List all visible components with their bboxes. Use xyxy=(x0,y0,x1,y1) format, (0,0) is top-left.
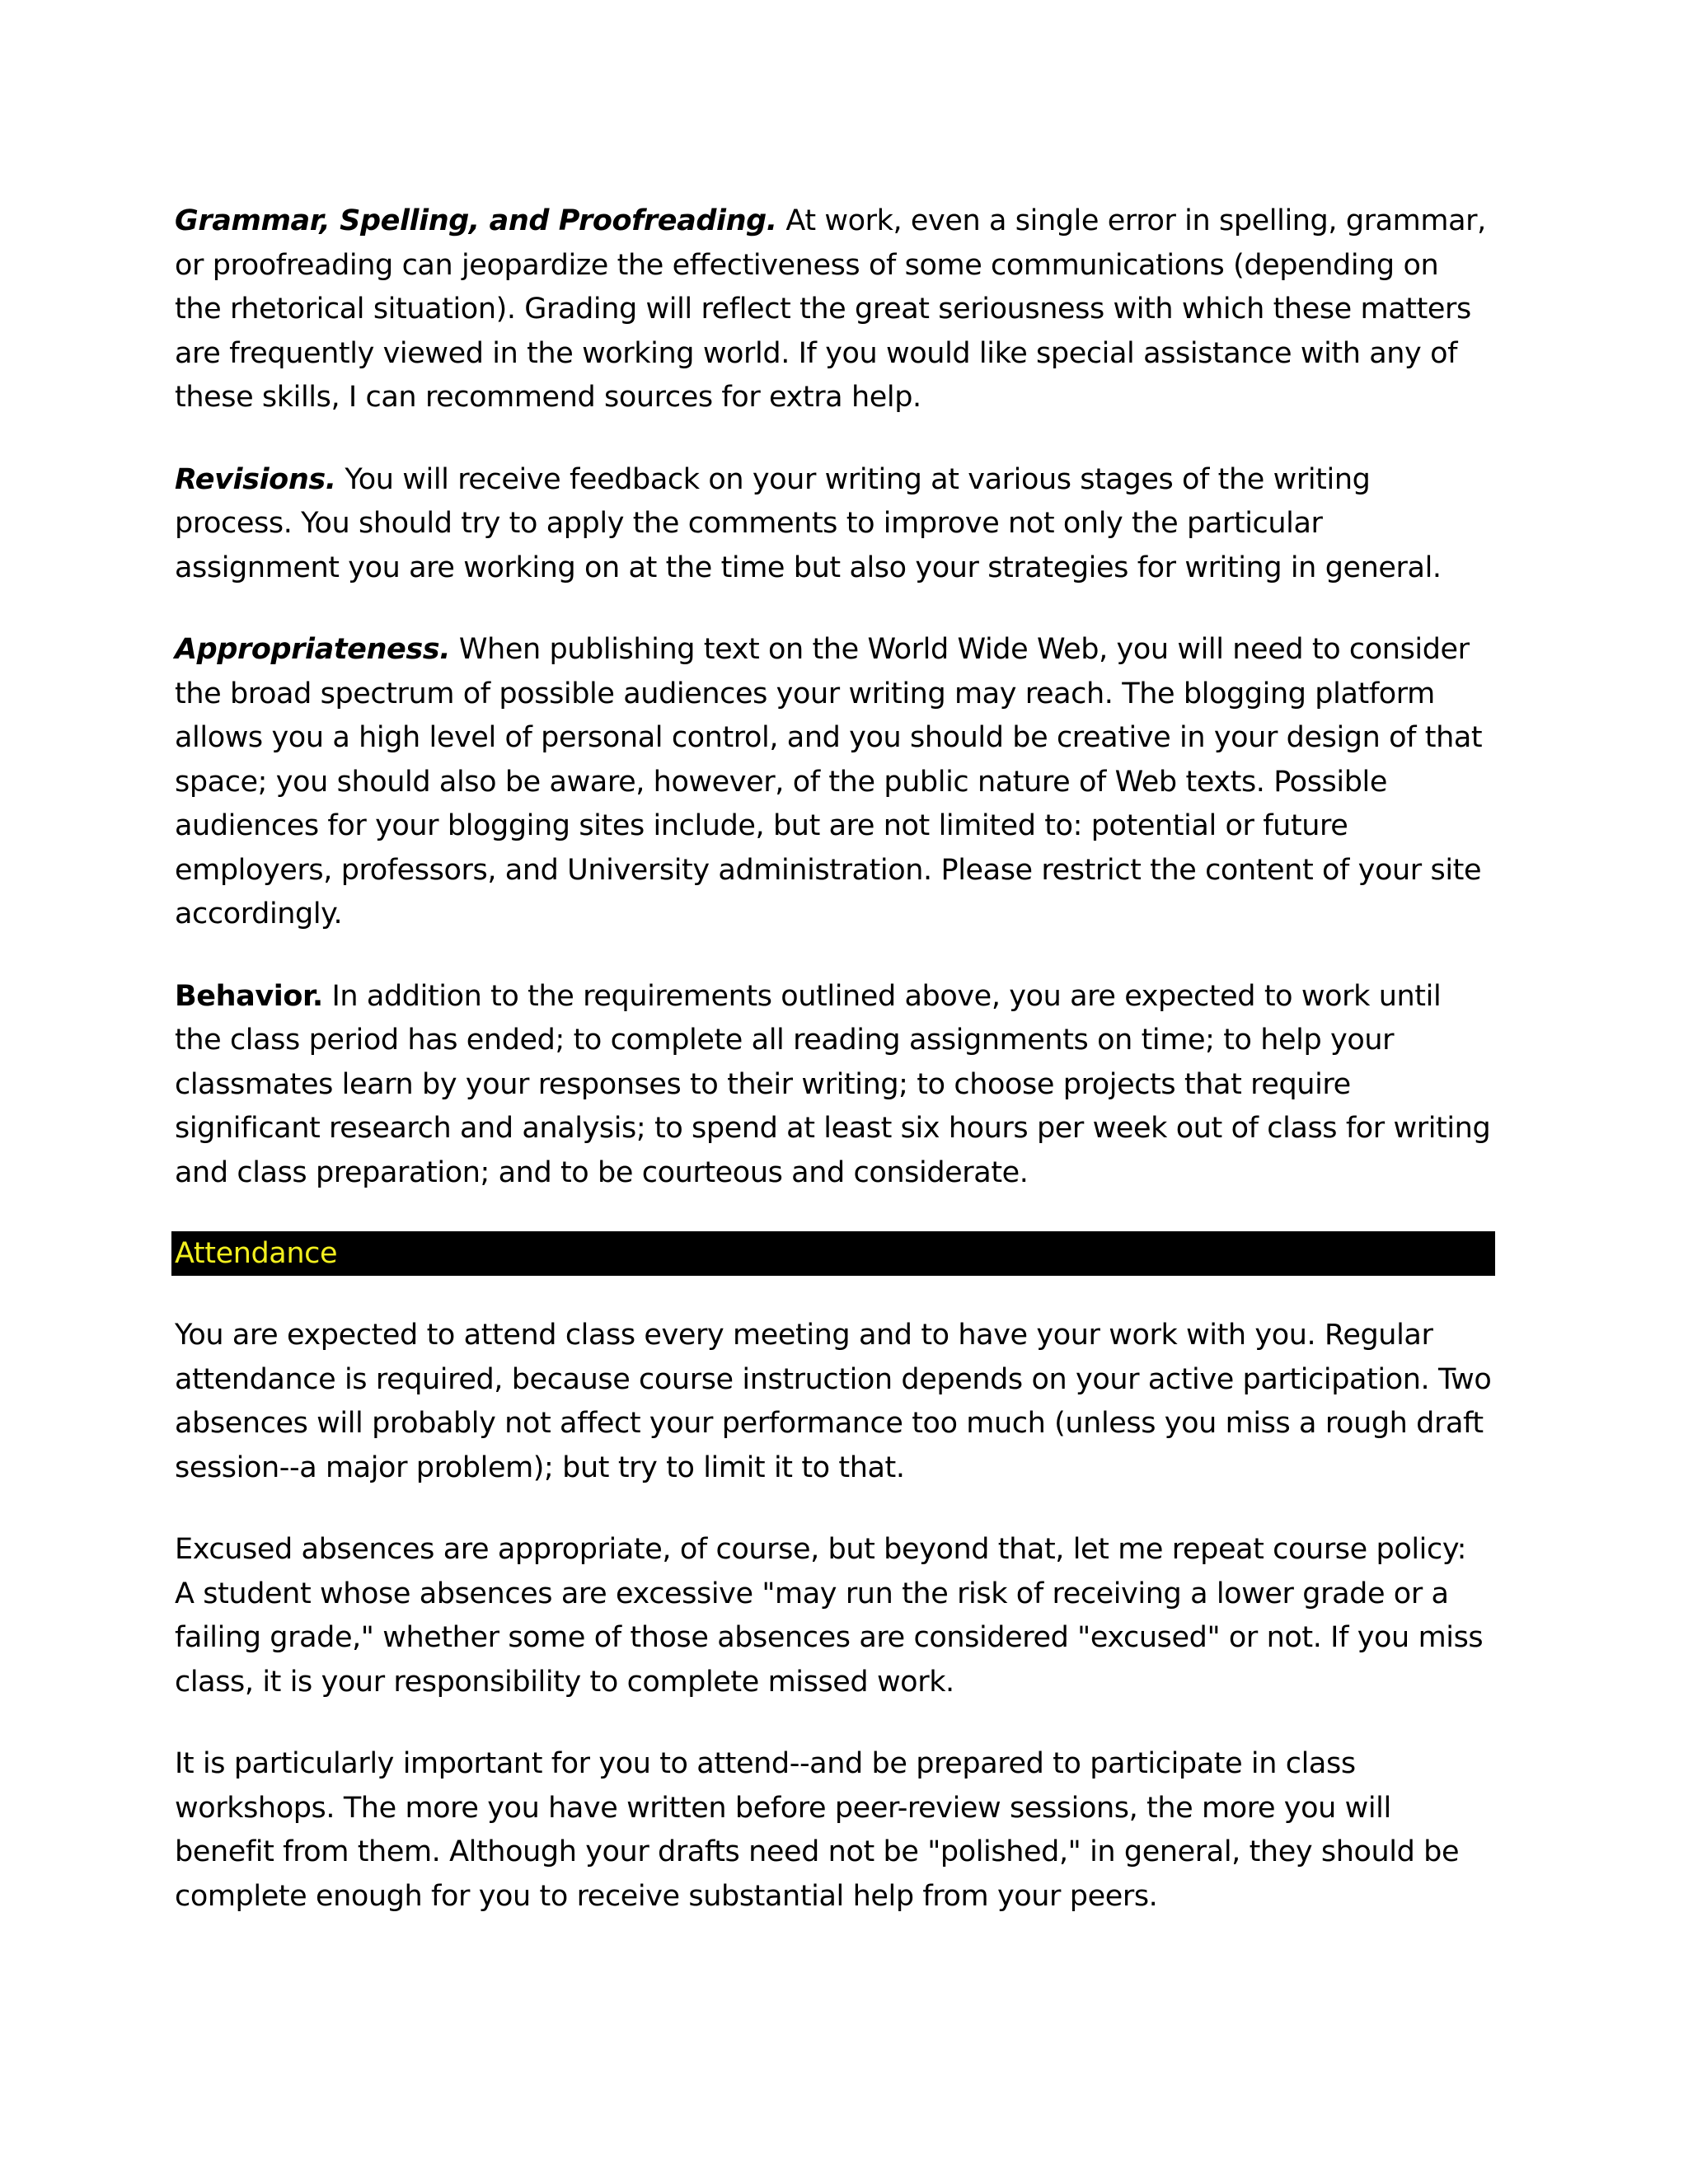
document-page xyxy=(175,199,1493,1957)
paragraph-excused-absences: Excused absences are appropriate, of course, but beyond that, let me repeat course policy: A student whose absences are excessive "may run the risk of receiving a lower grade or a failing grade," whether some of those absences are considered "excused" or not. If you miss class, it is your responsibility to complete missed work. xyxy=(175,1533,1484,1699)
paragraph-grammar xyxy=(175,199,1493,420)
paragraph-lead: Grammar, Spelling, and Proofreading. xyxy=(175,204,777,237)
paragraph-attendance-expectation: You are expected to attend class every meeting and to have your work with you. Regular attendance is required, because course instruction depends on your active participation. Two absences will probably not affect your performance too much (unless you miss a rough draft session--a major problem); but try to limit it to that. xyxy=(175,1319,1492,1484)
paragraph-text: In addition to the requirements outlined above, you are expected to work until the class period has ended; to complete all reading assignments on time; to help your classmates learn by your responses to their writing; to choose projects that require significant research and analysis; to spend at least six hours per week out of class for writing and class preparation; and to be courteous and considerate. xyxy=(175,979,1491,1189)
paragraph-text: You will receive feedback on your writing at various stages of the writing process. You should try to apply the comments to improve not only the particular assignment you are working on at the time but also your strategies for writing in general. xyxy=(175,462,1442,584)
paragraph-behavior xyxy=(175,975,1493,1196)
section-heading-attendance: Attendance xyxy=(171,1231,1495,1276)
paragraph-text: At work, even a single error in spelling, grammar, or proofreading can jeopardize the effectiveness of some communications (depending on the rhetorical situation). Grading will reflect the great seriousness with which these matters are frequently viewed in the working world. If you would like special assistance with any of these skills, I can recommend sources for extra help. xyxy=(175,204,1486,414)
paragraph-appropriateness xyxy=(175,628,1493,937)
paragraph-lead: Revisions. xyxy=(175,462,336,496)
paragraph-revisions xyxy=(175,458,1493,591)
paragraph-workshops: It is particularly important for you to attend--and be prepared to participate in class workshops. The more you have written before peer-review sessions, the more you will benefit from them. Although your drafts need not be "polished," in general, they should be complete enough for you to receive substantial help from your peers. xyxy=(175,1747,1460,1913)
paragraph-lead: Appropriateness. xyxy=(175,633,451,666)
paragraph-text: When publishing text on the World Wide Web, you will need to consider the broad spectrum of possible audiences your writing may reach. The blogging platform allows you a high level of personal control, and you should be creative in your design of that space; you should also be aware, however, of the public nature of Web texts. Possible audiences for your blogging sites include, but are not limited to: potential or future employers, professors, and University administration. Please restrict the content of your site accordingly. xyxy=(175,633,1483,930)
paragraph-lead: Behavior. xyxy=(175,979,323,1013)
